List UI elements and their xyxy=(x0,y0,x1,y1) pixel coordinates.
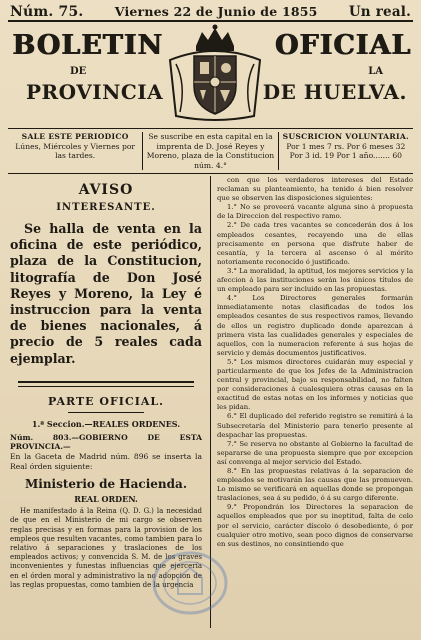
info-prices-line2: Por 3 id. 19 Por 1 año....... 60 xyxy=(289,151,402,160)
masthead-de: DE xyxy=(70,66,87,77)
masthead-provincia: PROVINCIA xyxy=(26,80,164,104)
paragraph: 4.° Los Directores generales formarán inmediatamente notas clasificadas de todos los empleados cesantes de sus respectivos ramos, llevando de ellos un registro duplicado donde aparezcan á primera vista las cualidades generales y especiales de aquellos, con la numeracion referente á sus hojas de servicio y demás documentos justificativos. xyxy=(217,294,413,357)
info-prices-line1: Por 1 mes 7 rs. Por 6 meses 32 xyxy=(286,141,406,151)
paragraph: 8.° En las propuestas relativas á la separacion de empleados se motivarán las causas que las promueven. Lo mismo se verificará en aquellas donde se propongan traslaciones, sea á su pedido, ó á su cargo diferente. xyxy=(217,467,413,503)
info-prices xyxy=(278,132,413,170)
paragraph: 3.° La moralidad, la aptitud, los mejores servicios y la afeccion á las instituciones serán los únicos títulos de un empleado para ser incluido en las propuestas. xyxy=(217,266,413,294)
info-bar xyxy=(8,128,413,174)
section-heading: PARTE OFICIAL. xyxy=(48,394,164,408)
article-text: He manifestado á la Reina (Q. D. G.) la necesidad de que en el Ministerio de mi cargo se observen reglas precisas y en formas para la provision de los empleos que resulten vacantes, como tambien para lo relativo á separaciones y traslaciones de los empleados activos; y convencida S. M. de los graves inconvenientes y funestas influencias que ejercería en el órden moral y administrativo la no adopcion de las reglas propuestas, como tambien de la urgencia xyxy=(10,507,202,589)
issue-line xyxy=(0,0,421,20)
real-orden-heading: REAL ORDEN. xyxy=(74,494,138,505)
subsection-heading: 1.ª Seccion.—REALES ORDENES. xyxy=(31,418,181,429)
paragraph: 7.° Se reserva no obstante al Gobierno la facultad de separarse de una propuesta siempre que por excepcion así convenga al mejor servicio del Estado. xyxy=(217,439,413,466)
info-publication xyxy=(8,132,142,170)
info-prices-head: SUSCRICION VOLUNTARIA. xyxy=(282,132,409,141)
info-subscribe-body: Se suscribe en esta capital en la imprenta de D. José Reyes y Moreno, plaza de la Constitucion núm. 4.° xyxy=(146,132,275,170)
paragraph: 6.° El duplicado del referido registro se remitirá á la Subsecretaría del Ministerio para tenerlo presente al despachar las propuestas. xyxy=(217,412,413,439)
paragraph: 2.° De cada tres vacantes se concederán dos á los empleados cesantes, recayendo una de ellas precisamente en persona que disfrute haber de cesantía, y la tercera al ascenso ó al mérito notoriamente reconocido ó justificado. xyxy=(217,221,413,266)
masthead xyxy=(8,24,413,124)
aviso-subtitle: INTERESANTE. xyxy=(56,202,156,213)
paragraph: 1.° No se proveerá vacante alguna sino á propuesta de la Direccion del respectivo ramo. xyxy=(217,203,413,221)
royal-coat-of-arms-icon xyxy=(156,24,274,124)
info-subscribe xyxy=(142,132,277,170)
paragraph: 5.° Los mismos directores cuidarán muy especial y particularmente de que los Jefes de la Administracion central y provincial, bajo su responsabilidad, no falten por consideraciones á cualesquiera otras causas en la exactitud de estas notas en los informes y noticias que les pidan. xyxy=(217,357,413,412)
right-column xyxy=(211,176,413,628)
issue-price: Un real. xyxy=(348,4,411,20)
aviso-title: AVISO xyxy=(78,182,134,198)
aviso-text: Se halla de venta en la oficina de este periódico, plaza de la Constitucion, litografía de Don José Reyes y Moreno, la Ley é instruccion para la venta de bienes nacionales, á precio de 5 reales cada ejemplar. xyxy=(10,221,202,366)
library-stamp-icon xyxy=(150,548,230,618)
masthead-la: LA xyxy=(368,66,383,77)
divider xyxy=(68,412,144,413)
paragraph: 9.° Propondrán los Directores la separacion de aquellos empleados que por su ineptitud, falta de celo por el servicio, carácter díscolo ó desobediente, ó por cualquier otro motivo, sean poco dignos de conservarse en sus destinos, no consintiendo que xyxy=(217,503,413,548)
top-rule xyxy=(8,20,413,22)
masthead-boletin: BOLETIN xyxy=(12,30,163,61)
paragraph: con que los verdaderos intereses del Estado reclaman su planteamiento, ha tenido á bien resolver que se observen las disposiciones siguientes: xyxy=(217,176,413,203)
notice-number-text: En la Gaceta de Madrid núm. 896 se inserta la Real órden siguiente: xyxy=(10,452,202,471)
issue-number: Núm. 75. xyxy=(10,4,84,20)
ministry-heading: Ministerio de Hacienda. xyxy=(24,477,187,492)
masthead-huelva: DE HUELVA. xyxy=(262,80,407,104)
info-publication-head: SALE ESTE PERIODICO xyxy=(21,132,129,141)
info-publication-body: Lúnes, Miércoles y Viernes por las tardes. xyxy=(15,141,136,160)
divider xyxy=(18,381,194,383)
notice-number xyxy=(8,433,204,471)
issue-date: Viernes 22 de Junio de 1855 xyxy=(114,4,318,19)
divider xyxy=(18,386,194,387)
notice-number-label: Núm. 803.—GOBIERNO DE ESTA PROVINCIA.— xyxy=(10,432,202,452)
masthead-oficial: OFICIAL xyxy=(274,30,411,61)
